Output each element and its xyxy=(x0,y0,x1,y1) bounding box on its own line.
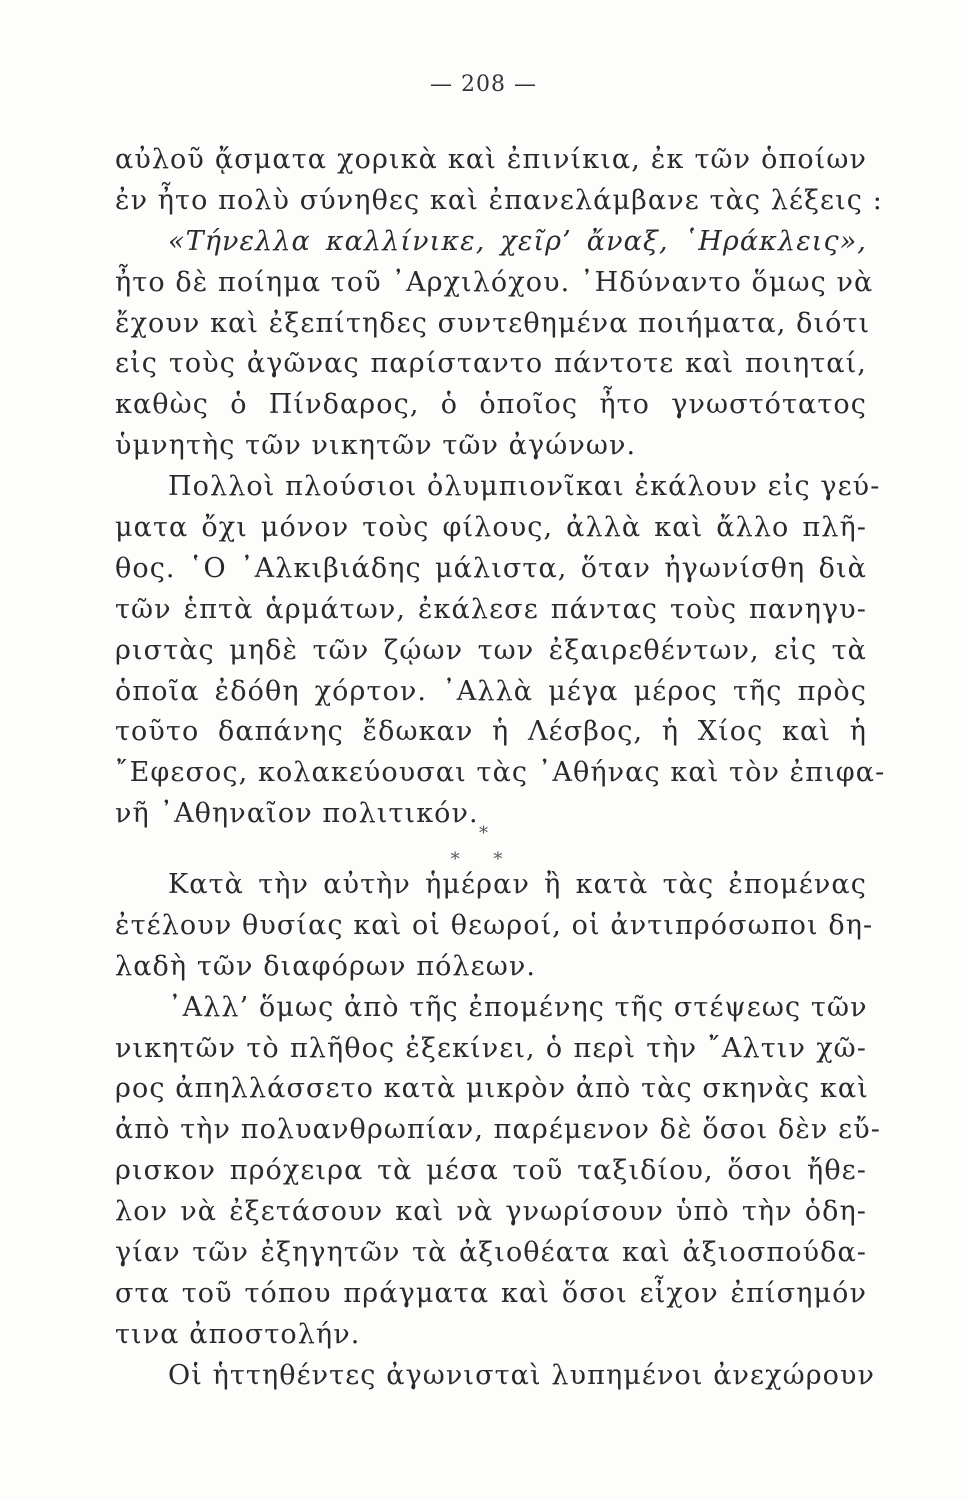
section-separator-top: * xyxy=(479,823,488,844)
text-line: ὁποῖα ἐδόθη χόρτον. ᾿Αλλὰ μέγα μέρος τῆς πρὸς xyxy=(115,675,867,707)
text-line: ὑμνητὴς τῶν νικητῶν τῶν ἀγώνων. xyxy=(115,430,637,462)
paragraph-start-line: Κατὰ τὴν αὐτὴν ἡμέραν ἢ κατὰ τὰς ἐπομένας xyxy=(168,869,867,900)
text-line: λον νὰ ἐξετάσουν καὶ νὰ γνωρίσουν ὑπὸ τὴν ὁδη- xyxy=(115,1196,867,1228)
paragraph-block-1 xyxy=(115,140,886,835)
text-line: γίαν τῶν ἐξηγητῶν τὰ ἀξιοθέατα καὶ ἀξιοσπούδα- xyxy=(115,1237,867,1269)
text-line: τοῦτο δαπάνης ἔδωκαν ἡ Λέσβος, ἡ Χίος καὶ ἡ xyxy=(115,716,867,748)
paragraph-start-line: ᾿Αλλ’ ὅμως ἀπὸ τῆς ἐπομένης τῆς στέψεως τῶν xyxy=(168,991,868,1023)
text-line: λαδὴ τῶν διαφόρων πόλεων. xyxy=(115,950,537,982)
text-line: ριστὰς μηδὲ τῶν ζῴων των ἐξαιρεθέντων, εἰς τὰ xyxy=(115,634,867,666)
text-line: ματα ὄχι μόνον τοὺς φίλους, ἀλλὰ καὶ ἄλλο πλῆ- xyxy=(115,512,867,544)
text-line: εἰς τοὺς ἀγῶνας παρίσταντο πάντοτε καὶ ποιηταί, xyxy=(115,348,867,380)
text-line: νῆ ᾿Αθηναῖον πολιτικόν. xyxy=(115,798,479,830)
text-line: αὐλοῦ ᾄσματα χορικὰ καὶ ἐπινίκια, ἐκ τῶν ὁποίων xyxy=(115,144,867,175)
text-line: στα τοῦ τόπου πράγματα καὶ ὅσοι εἶχον ἐπίσημόν xyxy=(115,1277,867,1309)
paragraph-start-line: Οἱ ἡττηθέντες ἀγωνισταὶ λυπημένοι ἀνεχώρουν xyxy=(168,1359,876,1391)
text-line: ἀπὸ τὴν πολυανθρωπίαν, παρέμενον δὲ ὅσοι δὲν εὔ- xyxy=(115,1114,881,1146)
page-number: — 208 — xyxy=(430,72,537,97)
text-line: θος. ῾Ο ᾿Αλκιβιάδης μάλιστα, ὅταν ἠγωνίσθη διὰ xyxy=(115,552,867,584)
text-line: τῶν ἑπτὰ ἁρμάτων, ἐκάλεσε πάντας τοὺς πανηγυ- xyxy=(115,593,867,625)
text-line: τινα ἀποστολήν. xyxy=(115,1318,361,1350)
text-line: ἔχουν καὶ ἐξεπίτηδες συντεθημένα ποιήματα, διότι xyxy=(115,307,871,339)
text-line: ῎Εφεσος, κολακεύουσαι τὰς ᾿Αθήνας καὶ τὸν ἐπιφα- xyxy=(115,757,886,789)
section-separator-bottom: * * xyxy=(450,849,517,870)
text-line: νικητῶν τὸ πλῆθος ἐξεκίνει, ὁ περὶ τὴν ῎Αλτιν χῶ- xyxy=(115,1032,867,1064)
text-line: ἐτέλουν θυσίας καὶ οἱ θεωροί, οἱ ἀντιπρόσωποι δη- xyxy=(115,909,874,941)
text-line: ἦτο δὲ ποίημα τοῦ ᾿Αρχιλόχου. ᾿Ηδύναντο ὅμως νὰ xyxy=(115,266,874,298)
paragraph-start-line: Πολλοὶ πλούσιοι ὀλυμπιονῖκαι ἐκάλουν εἰς γεύ- xyxy=(168,471,881,503)
quoted-verse-line: «Τήνελλα καλλίνικε, χεῖρ’ ἄναξ, ῾Ηράκλεις», xyxy=(168,225,867,257)
paragraph-block-2 xyxy=(115,865,881,1397)
text-line: ρισκον πρόχειρα τὰ μέσα τοῦ ταξιδίου, ὅσοι ἤθε- xyxy=(115,1155,867,1187)
text-line: καθὼς ὁ Πίνδαρος, ὁ ὁποῖος ἦτο γνωστότατος xyxy=(115,389,867,421)
text-line: ἐν ἦτο πολὺ σύνηθες καὶ ἐπανελάμβανε τὰς λέξεις : xyxy=(115,184,883,216)
text-line: ρος ἀπηλλάσσετο κατὰ μικρὸν ἀπὸ τὰς σκηνὰς καὶ xyxy=(115,1073,869,1105)
